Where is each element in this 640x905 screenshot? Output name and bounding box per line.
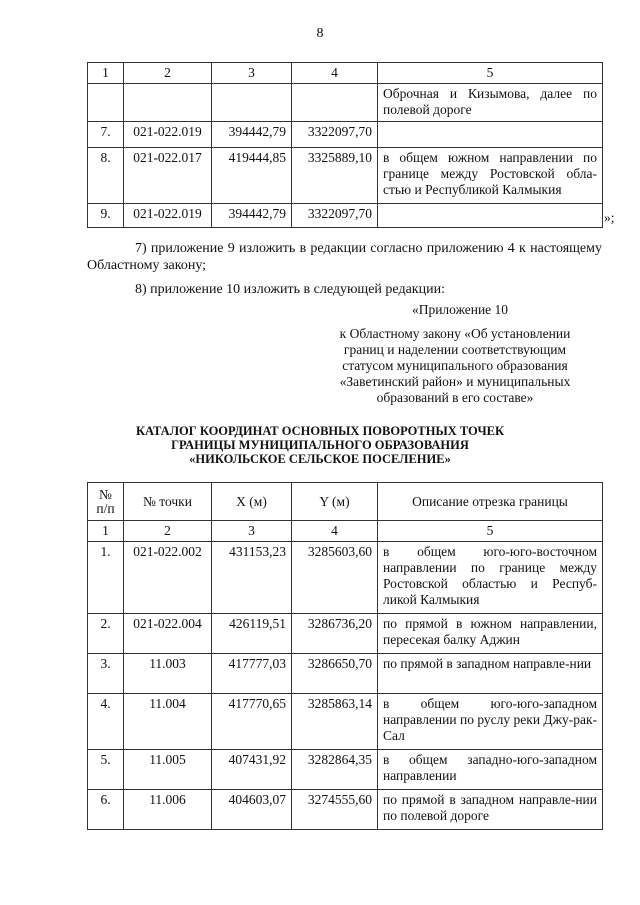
point-id: 11.005 xyxy=(124,750,212,790)
table-header xyxy=(88,483,603,521)
y-coordinate: 3285863,14 xyxy=(292,694,378,750)
row-number xyxy=(88,84,124,122)
paragraph-item-8: 8) приложение 10 изложить в следующей редакции: xyxy=(135,282,445,297)
table-header-numbers xyxy=(88,521,603,542)
x-coordinate: 417777,03 xyxy=(212,654,292,694)
row-number: 5. xyxy=(88,750,124,790)
point-id xyxy=(124,84,212,122)
table-row xyxy=(88,148,603,204)
y-coordinate: 3286650,70 xyxy=(292,654,378,694)
y-coordinate: 3282864,35 xyxy=(292,750,378,790)
appendix-reference xyxy=(310,326,600,406)
appendix-line: статусом муниципального образования xyxy=(342,358,568,373)
paragraph-item-7 xyxy=(87,240,602,274)
catalog-title-line: КАТАЛОГ КООРДИНАТ ОСНОВНЫХ ПОВОРОТНЫХ ТОЧЕК xyxy=(135,424,505,438)
column-header-y: Y (м) xyxy=(292,483,378,521)
y-coordinate: 3286736,20 xyxy=(292,614,378,654)
header-cell: 5 xyxy=(378,63,603,84)
y-coordinate: 3325889,10 xyxy=(292,148,378,204)
y-coordinate: 3285603,60 xyxy=(292,542,378,614)
x-coordinate: 417770,65 xyxy=(212,694,292,750)
row-number: 3. xyxy=(88,654,124,694)
row-number: 8. xyxy=(88,148,124,204)
header-cell: 1 xyxy=(88,521,124,542)
x-coordinate: 431153,23 xyxy=(212,542,292,614)
segment-description: в общем южном направлении по границе между Ростовской обла-стью и Республикой Калмыкия xyxy=(378,148,603,204)
table-header-numbers xyxy=(88,63,603,84)
header-cell: 4 xyxy=(292,521,378,542)
appendix-line: образований в его составе» xyxy=(376,390,534,405)
catalog-title xyxy=(0,424,640,466)
row-number: 7. xyxy=(88,122,124,148)
x-coordinate: 394442,79 xyxy=(212,204,292,228)
point-id: 11.003 xyxy=(124,654,212,694)
point-id: 11.004 xyxy=(124,694,212,750)
paragraph-text: 7) приложение 9 изложить в редакции согласно приложению 4 к настоящему Областному закону; xyxy=(87,241,602,273)
segment-description: по прямой в западном направле-нии xyxy=(378,654,603,694)
table-row xyxy=(88,122,603,148)
x-coordinate: 394442,79 xyxy=(212,122,292,148)
table-row xyxy=(88,654,603,694)
header-cell: 2 xyxy=(124,63,212,84)
point-id: 021-022.002 xyxy=(124,542,212,614)
column-header-x: X (м) xyxy=(212,483,292,521)
appendix-line: границ и наделении соответствующим xyxy=(343,342,567,357)
table-row xyxy=(88,694,603,750)
row-number: 2. xyxy=(88,614,124,654)
column-header-point: № точки xyxy=(124,483,212,521)
coordinates-table-continued xyxy=(87,62,603,228)
row-number: 1. xyxy=(88,542,124,614)
point-id: 021-022.017 xyxy=(124,148,212,204)
point-id: 021-022.019 xyxy=(124,204,212,228)
catalog-title-line: «НИКОЛЬСКОЕ СЕЛЬСКОЕ ПОСЕЛЕНИЕ» xyxy=(189,452,451,466)
segment-description: в общем юго-юго-западном направлении по руслу реки Джу-рак-Сал xyxy=(378,694,603,750)
header-cell: 2 xyxy=(124,521,212,542)
point-id: 021-022.019 xyxy=(124,122,212,148)
table-row xyxy=(88,750,603,790)
header-cell: 1 xyxy=(88,63,124,84)
column-header-description: Описание отрезка границы xyxy=(378,483,603,521)
header-cell: 5 xyxy=(378,521,603,542)
segment-description: в общем западно-юго-западном направлении xyxy=(378,750,603,790)
x-coordinate: 419444,85 xyxy=(212,148,292,204)
row-number: 4. xyxy=(88,694,124,750)
point-id: 021-022.004 xyxy=(124,614,212,654)
y-coordinate xyxy=(292,84,378,122)
x-coordinate: 407431,92 xyxy=(212,750,292,790)
appendix-heading: «Приложение 10 xyxy=(411,302,509,317)
y-coordinate: 3274555,60 xyxy=(292,790,378,830)
segment-description: в общем юго-юго-восточном направлении по границе между Ростовской областью и Респуб-ликой Калмыкия xyxy=(378,542,603,614)
point-id: 11.006 xyxy=(124,790,212,830)
appendix-line: «Заветинский район» и муниципальных xyxy=(339,374,571,389)
closing-quote: »; xyxy=(604,210,615,225)
table-row xyxy=(88,614,603,654)
table-row xyxy=(88,84,603,122)
table-row xyxy=(88,204,603,228)
coordinates-catalog-table xyxy=(87,482,603,830)
x-coordinate: 426119,51 xyxy=(212,614,292,654)
x-coordinate xyxy=(212,84,292,122)
header-cell: 3 xyxy=(212,63,292,84)
catalog-title-line: ГРАНИЦЫ МУНИЦИПАЛЬНОГО ОБРАЗОВАНИЯ xyxy=(171,438,469,452)
y-coordinate: 3322097,70 xyxy=(292,204,378,228)
segment-description: по прямой в западном направле-нии по полевой дороге xyxy=(378,790,603,830)
appendix-line: к Областному закону «Об установлении xyxy=(339,326,571,341)
table-row xyxy=(88,790,603,830)
header-cell: 3 xyxy=(212,521,292,542)
page-number: 8 xyxy=(316,26,324,41)
segment-description xyxy=(378,204,603,228)
segment-description xyxy=(378,122,603,148)
x-coordinate: 404603,07 xyxy=(212,790,292,830)
header-cell: 4 xyxy=(292,63,378,84)
column-header-number: № п/п xyxy=(88,483,124,521)
row-number: 9. xyxy=(88,204,124,228)
table-row xyxy=(88,542,603,614)
y-coordinate: 3322097,70 xyxy=(292,122,378,148)
row-number: 6. xyxy=(88,790,124,830)
segment-description: по прямой в южном направлении, пересекая балку Аджин xyxy=(378,614,603,654)
segment-description: Оброчная и Кизымова, далее по полевой дороге xyxy=(378,84,603,122)
